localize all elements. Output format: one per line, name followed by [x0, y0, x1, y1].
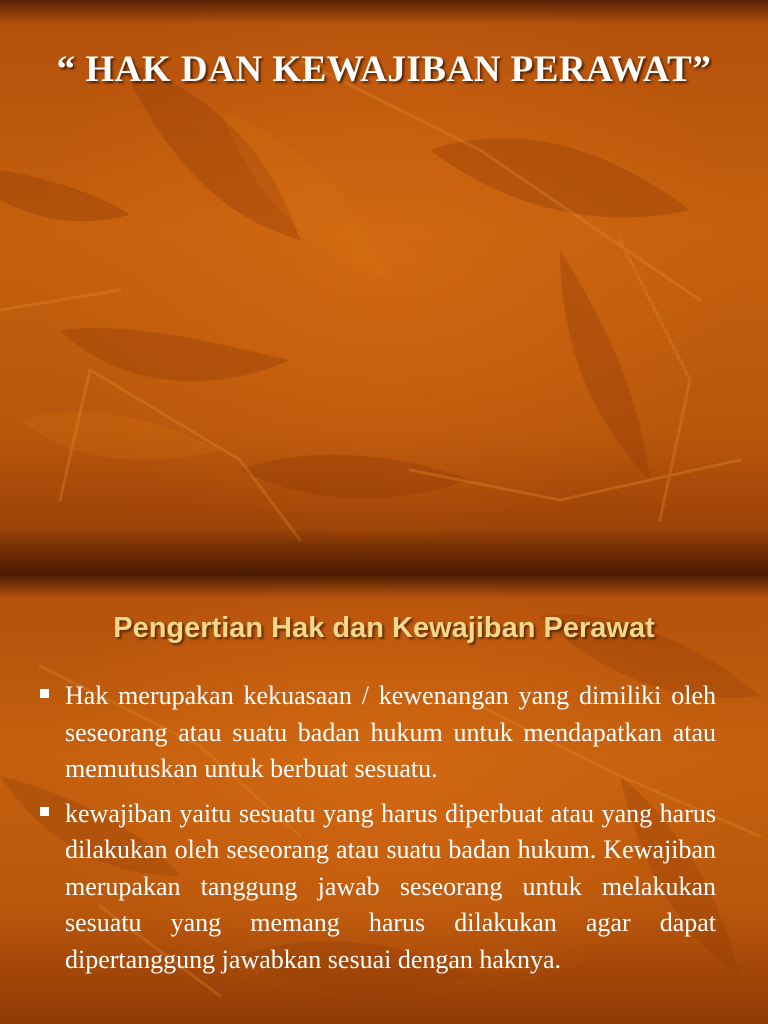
bullet-list: [40, 678, 716, 986]
slide-definition: [0, 576, 768, 1024]
bullet-text: kewajiban yaitu sesuatu yang harus diperbuat atau yang harus dilakukan oleh seseorang atau suatu badan hukum. Kewajiban merupakan tanggung jawab seseorang untuk melakukan sesuatu yang memang harus dilakukan agar dapat dipertanggung jawabkan sesuai dengan haknya.: [65, 798, 716, 974]
slide-title-heading: “ HAK DAN KEWAJIBAN PERAWAT”: [56, 49, 712, 90]
square-bullet-icon: [40, 689, 49, 698]
bullet-item: [40, 796, 716, 979]
bullet-text: Hak merupakan kekuasaan / kewenangan yang dimiliki oleh seseorang atau suatu badan hukum untuk mendapatkan atau memutuskan untuk berbuat sesuatu.: [65, 681, 716, 783]
slide-heading: Pengertian Hak dan Kewajiban Perawat: [113, 612, 655, 644]
bullet-item: [40, 678, 716, 788]
square-bullet-icon: [40, 807, 49, 816]
